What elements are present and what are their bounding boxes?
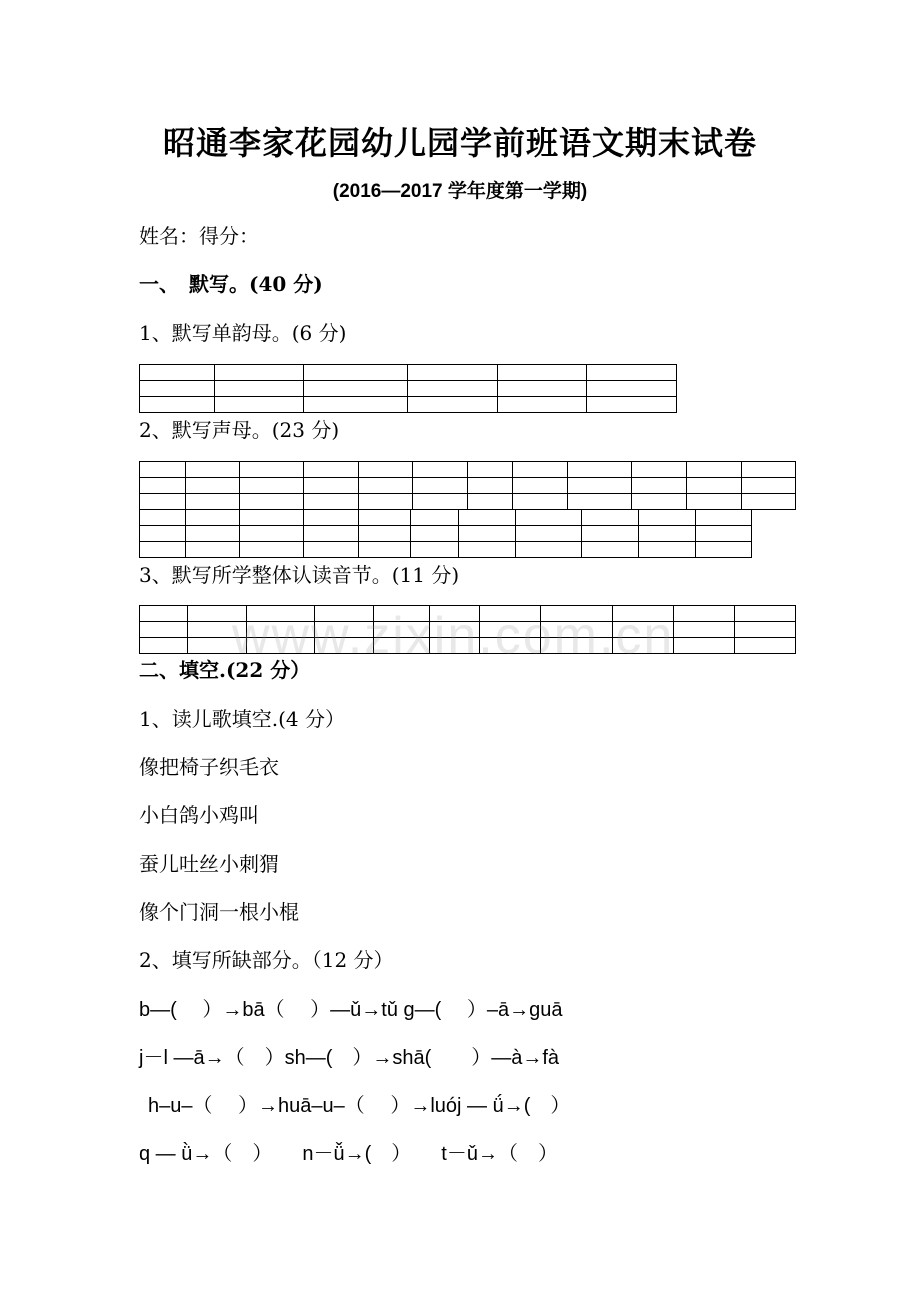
grid-cell[interactable] [408, 365, 497, 381]
grid-cell[interactable] [516, 526, 582, 542]
grid-cell[interactable] [140, 622, 188, 638]
fill-line: q — ǜ→（ ） n－ǚ→( ） t－ǔ→（ ） [139, 1143, 558, 1165]
grid-cell[interactable] [359, 478, 413, 494]
grid-cell[interactable] [186, 494, 240, 510]
grid-cell[interactable] [568, 462, 632, 478]
grid-cell[interactable] [411, 510, 459, 526]
answer-grid-2b [139, 509, 752, 558]
grid-cell[interactable] [304, 365, 408, 381]
grid-cell[interactable] [687, 494, 742, 510]
grid-cell[interactable] [240, 510, 304, 526]
grid-cell[interactable] [513, 462, 568, 478]
grid-cell[interactable] [674, 622, 735, 638]
grid-cell[interactable] [513, 478, 568, 494]
section1-heading: 一、 默写。(40 分) [139, 272, 323, 296]
fill-line: h–u–（ ）→huā–u–（ ）→luój — ǘ→( ） [148, 1095, 571, 1117]
grid-cell[interactable] [140, 494, 186, 510]
grid-cell[interactable] [586, 381, 676, 397]
grid-cell[interactable] [215, 381, 304, 397]
section1-question3: 3、默写所学整体认读音节。(11 分) [139, 563, 460, 587]
grid-cell[interactable] [140, 478, 186, 494]
grid-cell[interactable] [568, 494, 632, 510]
grid-cell[interactable] [408, 397, 497, 413]
grid-cell[interactable] [240, 542, 304, 558]
grid-cell[interactable] [240, 526, 304, 542]
grid-cell[interactable] [497, 397, 586, 413]
grid-cell[interactable] [639, 526, 696, 542]
grid-cell[interactable] [240, 494, 304, 510]
grid-cell[interactable] [735, 606, 796, 622]
grid-cell[interactable] [140, 542, 186, 558]
grid-cell[interactable] [687, 462, 742, 478]
grid-cell[interactable] [304, 526, 359, 542]
section2-heading: 二、填空.(22 分） [139, 658, 311, 682]
section2-question2: 2、填写所缺部分。（12 分） [139, 948, 394, 972]
grid-cell[interactable] [304, 542, 359, 558]
grid-cell[interactable] [359, 542, 411, 558]
grid-cell[interactable] [696, 510, 752, 526]
grid-cell[interactable] [582, 542, 639, 558]
fill-line: b—( ）→bā（ ）—ǔ→tǔ g—( ）–ā→guā [139, 999, 563, 1021]
grid-cell[interactable] [497, 381, 586, 397]
grid-cell[interactable] [304, 510, 359, 526]
grid-cell[interactable] [687, 478, 742, 494]
name-score-line: 姓名：得分： [139, 224, 259, 248]
grid-cell[interactable] [674, 638, 735, 654]
grid-cell[interactable] [186, 462, 240, 478]
grid-cell[interactable] [304, 397, 408, 413]
answer-grid-2a [139, 461, 796, 510]
grid-cell[interactable] [186, 478, 240, 494]
grid-cell[interactable] [304, 478, 359, 494]
grid-cell[interactable] [186, 526, 240, 542]
answer-grid-1 [139, 364, 677, 413]
grid-cell[interactable] [413, 478, 468, 494]
grid-cell[interactable] [632, 462, 687, 478]
grid-cell[interactable] [240, 462, 304, 478]
grid-cell[interactable] [140, 526, 186, 542]
grid-cell[interactable] [140, 381, 215, 397]
grid-cell[interactable] [696, 542, 752, 558]
grid-cell[interactable] [140, 606, 188, 622]
grid-cell[interactable] [468, 478, 513, 494]
grid-cell[interactable] [513, 494, 568, 510]
grid-cell[interactable] [468, 494, 513, 510]
grid-cell[interactable] [140, 397, 215, 413]
rhyme-line: 蚕儿吐丝小刺猬 [139, 852, 279, 876]
page-subtitle: (2016—2017 学年度第一学期) [332, 181, 588, 202]
grid-cell[interactable] [459, 526, 516, 542]
grid-cell[interactable] [304, 462, 359, 478]
grid-cell[interactable] [413, 494, 468, 510]
watermark: www.zixin.com.cn [232, 607, 675, 665]
page-title: 昭通李家花园幼儿园学前班语文期末试卷 [162, 124, 757, 162]
grid-cell[interactable] [459, 542, 516, 558]
grid-cell[interactable] [639, 542, 696, 558]
grid-cell[interactable] [639, 510, 696, 526]
rhyme-line: 像把椅子织毛衣 [139, 755, 279, 779]
grid-cell[interactable] [632, 478, 687, 494]
grid-cell[interactable] [411, 542, 459, 558]
grid-cell[interactable] [459, 510, 516, 526]
grid-cell[interactable] [696, 526, 752, 542]
grid-cell[interactable] [240, 478, 304, 494]
rhyme-line: 小白鸽小鸡叫 [139, 803, 259, 827]
grid-cell[interactable] [586, 365, 676, 381]
grid-cell[interactable] [359, 494, 413, 510]
grid-cell[interactable] [735, 622, 796, 638]
rhyme-line: 像个门洞一根小棍 [139, 900, 299, 924]
grid-cell[interactable] [411, 526, 459, 542]
grid-cell[interactable] [742, 478, 796, 494]
grid-cell[interactable] [413, 462, 468, 478]
grid-cell[interactable] [516, 542, 582, 558]
grid-cell[interactable] [497, 365, 586, 381]
grid-cell[interactable] [582, 526, 639, 542]
grid-cell[interactable] [359, 462, 413, 478]
grid-cell[interactable] [359, 510, 411, 526]
grid-cell[interactable] [742, 462, 796, 478]
section1-question2: 2、默写声母。(23 分) [139, 418, 340, 442]
grid-cell[interactable] [186, 510, 240, 526]
fill-line: j－l —ā→（ ）sh—( ）→shā( ）—à→fà [139, 1047, 560, 1069]
grid-cell[interactable] [140, 365, 215, 381]
grid-cell[interactable] [468, 462, 513, 478]
grid-cell[interactable] [304, 494, 359, 510]
grid-cell[interactable] [632, 494, 687, 510]
grid-cell[interactable] [516, 510, 582, 526]
grid-cell[interactable] [215, 365, 304, 381]
grid-cell[interactable] [186, 542, 240, 558]
section2-question1: 1、读儿歌填空.(4 分） [139, 707, 345, 731]
grid-cell[interactable] [582, 510, 639, 526]
grid-cell[interactable] [408, 381, 497, 397]
grid-cell[interactable] [140, 510, 186, 526]
grid-cell[interactable] [359, 526, 411, 542]
section1-question1: 1、默写单韵母。(6 分) [139, 321, 347, 345]
grid-cell[interactable] [140, 638, 188, 654]
grid-cell[interactable] [304, 381, 408, 397]
grid-cell[interactable] [674, 606, 735, 622]
grid-cell[interactable] [568, 478, 632, 494]
grid-cell[interactable] [140, 462, 186, 478]
grid-cell[interactable] [735, 638, 796, 654]
grid-cell[interactable] [215, 397, 304, 413]
grid-cell[interactable] [742, 494, 796, 510]
grid-cell[interactable] [586, 397, 676, 413]
